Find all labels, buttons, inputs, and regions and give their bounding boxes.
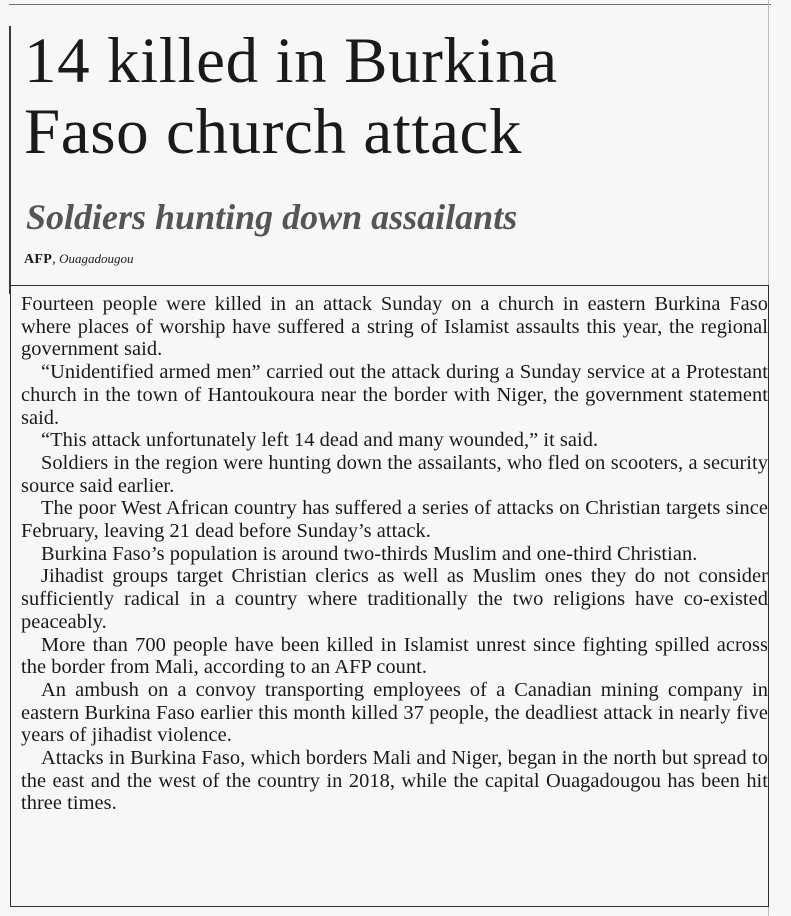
left-column-rule bbox=[9, 26, 11, 294]
top-divider bbox=[9, 4, 771, 5]
paragraph: Attacks in Burkina Faso, which borders Mali and Niger, began in the north but spread to the east and the west of the country in 2018, while the capital Ouagadougou has been hit three times. bbox=[21, 747, 768, 815]
article-body-box bbox=[10, 285, 769, 907]
paragraph: Fourteen people were killed in an attack Sunday on a church in eastern Burkina Faso where places of worship have suffered a string of Islamist assaults this year, the regional government said. bbox=[21, 293, 768, 361]
paragraph: Burkina Faso’s population is around two-thirds Muslim and one-third Christian. bbox=[41, 542, 698, 565]
byline: AFP, Ouagadougou bbox=[24, 251, 134, 267]
paragraph: “This attack unfortunately left 14 dead and many wounded,” it said. bbox=[41, 429, 599, 452]
paragraph: An ambush on a convoy transporting employees of a Canadian mining company in eastern Burkina Faso earlier this month killed 37 people, the deadliest attack in nearly five years of jihadist violence. bbox=[21, 678, 768, 747]
headline-line-2: Faso church attack bbox=[24, 96, 523, 168]
paragraph: Soldiers in the region were hunting down the assailants, who fled on scooters, a security source said earlier. bbox=[21, 451, 768, 497]
headline-line-1: 14 killed in Burkina bbox=[24, 25, 558, 97]
paragraph: Jihadist groups target Christian clerics as well as Muslim ones they do not consider sufficiently radical in a country where traditionally the two religions have co-existed peaceably. bbox=[21, 565, 768, 633]
article-body bbox=[21, 293, 768, 815]
byline-agency: AFP bbox=[24, 252, 53, 267]
headline bbox=[24, 26, 764, 168]
subheadline: Soldiers hunting down assailants bbox=[26, 197, 518, 237]
paragraph: The poor West African country has suffered a series of attacks on Christian targets since February, leaving 21 dead before Sunday’s attack. bbox=[21, 497, 768, 543]
byline-location: Ouagadougou bbox=[59, 251, 134, 266]
paragraph: More than 700 people have been killed in Islamist unrest since fighting spilled across the border from Mali, according to an AFP count. bbox=[21, 633, 768, 679]
paragraph: “Unidentified armed men” carried out the attack during a Sunday service at a Protestant church in the town of Hantoukoura near the border with Niger, the government statement said. bbox=[21, 361, 768, 429]
